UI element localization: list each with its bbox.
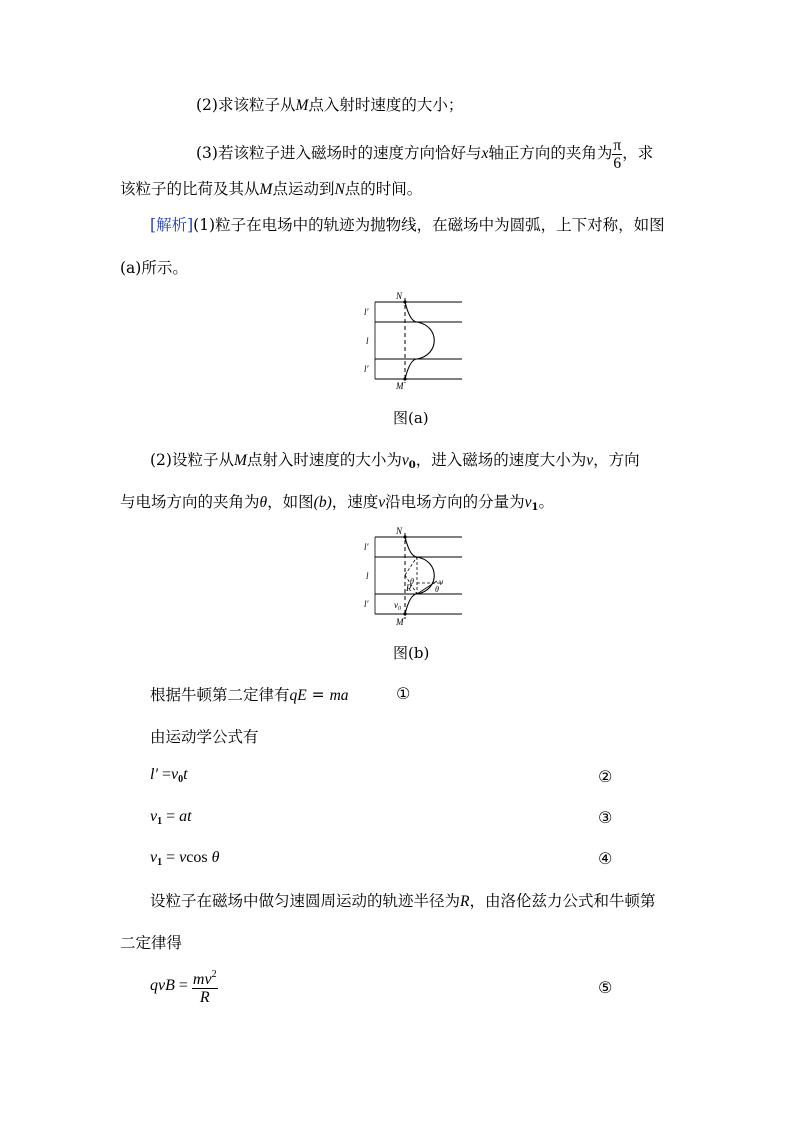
analysis-line2: (a)所示。 (120, 259, 188, 277)
label-l-prime-top: l′ (364, 542, 369, 552)
label-l-prime-bottom: l′ (364, 599, 369, 609)
label-l-prime-bottom: l′ (364, 364, 369, 374)
equation-5: qvB = $\frac{mv^2}{R}$ (150, 966, 218, 1006)
part2-line1: (2)设粒子从M点射入时速度的大小为$v_0$，进入磁场的速度大小为v，方向 (150, 451, 640, 471)
figure-a-caption: 图(a) (393, 409, 429, 427)
equation-4: $v_1 = vcos$ θ (150, 849, 220, 868)
equation-1-number: ① (396, 684, 411, 703)
equation-1: 根据牛顿第二定律有qE = ma (150, 686, 349, 704)
pi-over-6-fraction: $\frac{\pi}{6}$ (613, 136, 622, 172)
label-v0: $v_0$ (394, 600, 401, 612)
equation-3-number: ③ (598, 808, 613, 827)
equation-4-number: ④ (598, 849, 613, 868)
figure-b-caption: 图(b) (393, 644, 430, 662)
point-n (403, 535, 406, 538)
label-l: l (366, 336, 369, 346)
var-m: M (295, 97, 309, 114)
label-l-prime-top: l′ (364, 307, 369, 317)
part3-line1: 设粒子在磁场中做匀速圆周运动的轨迹半径为R，由洛伦兹力公式和牛顿第 (150, 892, 656, 910)
question-3-line2: 该粒子的比荷及其从M点运动到N点的时间。 (120, 180, 423, 198)
part2-line2: 与电场方向的夹角为θ，如图(b)，速度v沿电场方向的分量为$v_1$。 (120, 493, 555, 513)
point-m (403, 612, 406, 615)
label-n: N (396, 526, 403, 536)
radius-line-upper (405, 557, 417, 575)
question-3-line1: (3)若该粒子进入磁场时的速度方向恰好与x轴正方向的夹角为 $\frac{\pi}{6}$ ，求 (196, 136, 654, 172)
label-m: M (396, 617, 404, 627)
label-l: l (366, 571, 369, 581)
figure-a (355, 288, 470, 394)
label-theta-1: θ (410, 577, 414, 586)
figure-b (355, 523, 470, 631)
trajectory (405, 537, 434, 614)
equation-2-number: ② (598, 767, 613, 786)
mv2-over-r-fraction: $\frac{mv^2}{R}$ (192, 966, 218, 1006)
point-n (403, 300, 406, 303)
analysis-tag: [解析] (150, 216, 194, 234)
analysis-line1: [解析](1)粒子在电场中的轨迹为抛物线，在磁场中为圆弧，上下对称，如图 (150, 216, 665, 234)
label-m: M (396, 381, 404, 391)
label-r: R (406, 583, 412, 593)
equation-3: $v_1$ = at (150, 808, 192, 827)
kinematics-intro: 由运动学公式有 (150, 728, 259, 746)
label-v: v (439, 577, 443, 587)
var-x: x (481, 145, 489, 162)
question-2: (2)求该粒子从M点入射时速度的大小； (196, 96, 464, 114)
label-n: N (396, 291, 403, 301)
equation-2: $l' =v_0t$ (150, 766, 188, 785)
equation-5-number: ⑤ (598, 978, 613, 997)
point-m (403, 377, 406, 380)
trajectory (405, 302, 434, 379)
label-theta-2: θ (435, 585, 439, 594)
part3-line2: 二定律得 (120, 934, 183, 952)
